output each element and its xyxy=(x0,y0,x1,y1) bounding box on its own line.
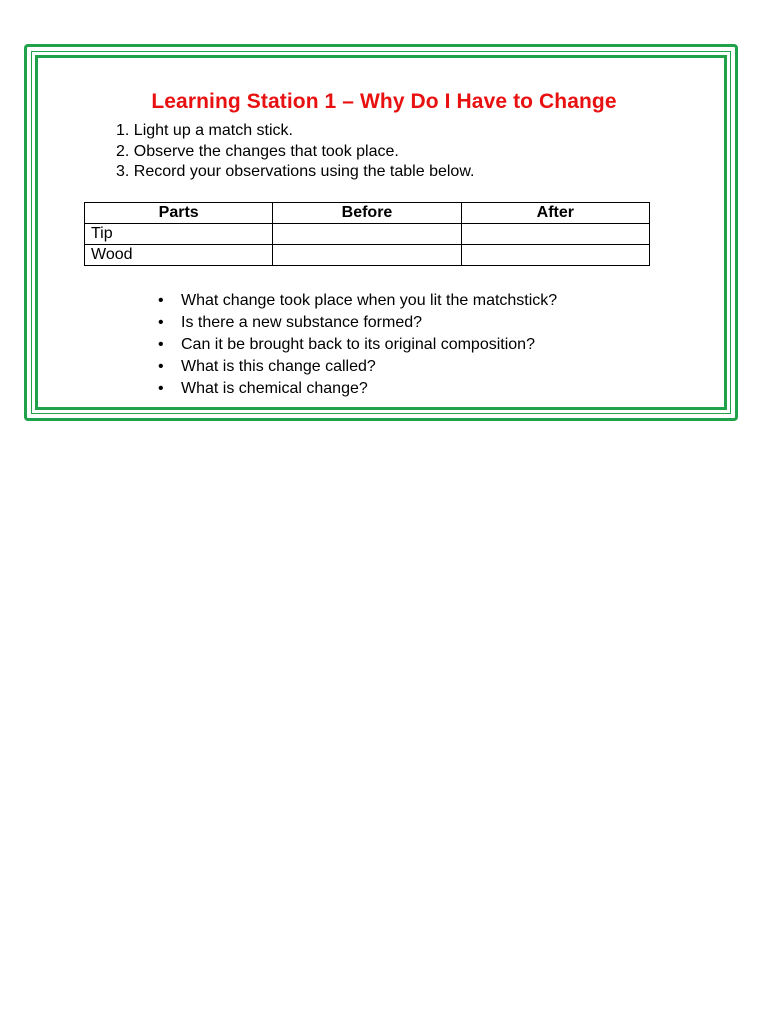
instruction-step: 3. Record your observations using the table below. xyxy=(116,163,475,180)
bullet-icon: • xyxy=(158,380,164,397)
instruction-step: 1. Light up a match stick. xyxy=(116,122,293,139)
header-parts: Parts xyxy=(85,203,273,224)
cell-after xyxy=(461,224,649,245)
table-row xyxy=(85,245,650,266)
question-text: What is chemical change? xyxy=(181,380,368,397)
list-item xyxy=(158,356,557,378)
table-row xyxy=(85,224,650,245)
cell-after xyxy=(461,245,649,266)
bullet-icon: • xyxy=(158,358,164,375)
bullet-icon: • xyxy=(158,336,164,353)
table-header-row xyxy=(85,203,650,224)
bullet-icon: • xyxy=(158,314,164,331)
header-after: After xyxy=(461,203,649,224)
observation-table xyxy=(84,202,650,266)
bullet-icon: • xyxy=(158,292,164,309)
instruction-step: 2. Observe the changes that took place. xyxy=(116,142,399,160)
instruction-list xyxy=(116,121,474,183)
list-item xyxy=(158,290,557,312)
cell-before xyxy=(273,245,461,266)
header-before: Before xyxy=(273,203,461,224)
cell-part: Wood xyxy=(85,245,273,266)
question-text: Can it be brought back to its original composition? xyxy=(181,336,535,353)
question-list xyxy=(158,290,557,400)
question-text: What change took place when you lit the matchstick? xyxy=(181,292,558,309)
cell-before xyxy=(273,224,461,245)
list-item xyxy=(158,312,557,334)
page-title: Learning Station 1 – Why Do I Have to Change xyxy=(151,90,617,113)
list-item xyxy=(158,378,557,400)
cell-part: Tip xyxy=(85,224,273,245)
question-text: What is this change called? xyxy=(181,358,376,375)
list-item xyxy=(158,334,557,356)
question-text: Is there a new substance formed? xyxy=(181,314,423,331)
